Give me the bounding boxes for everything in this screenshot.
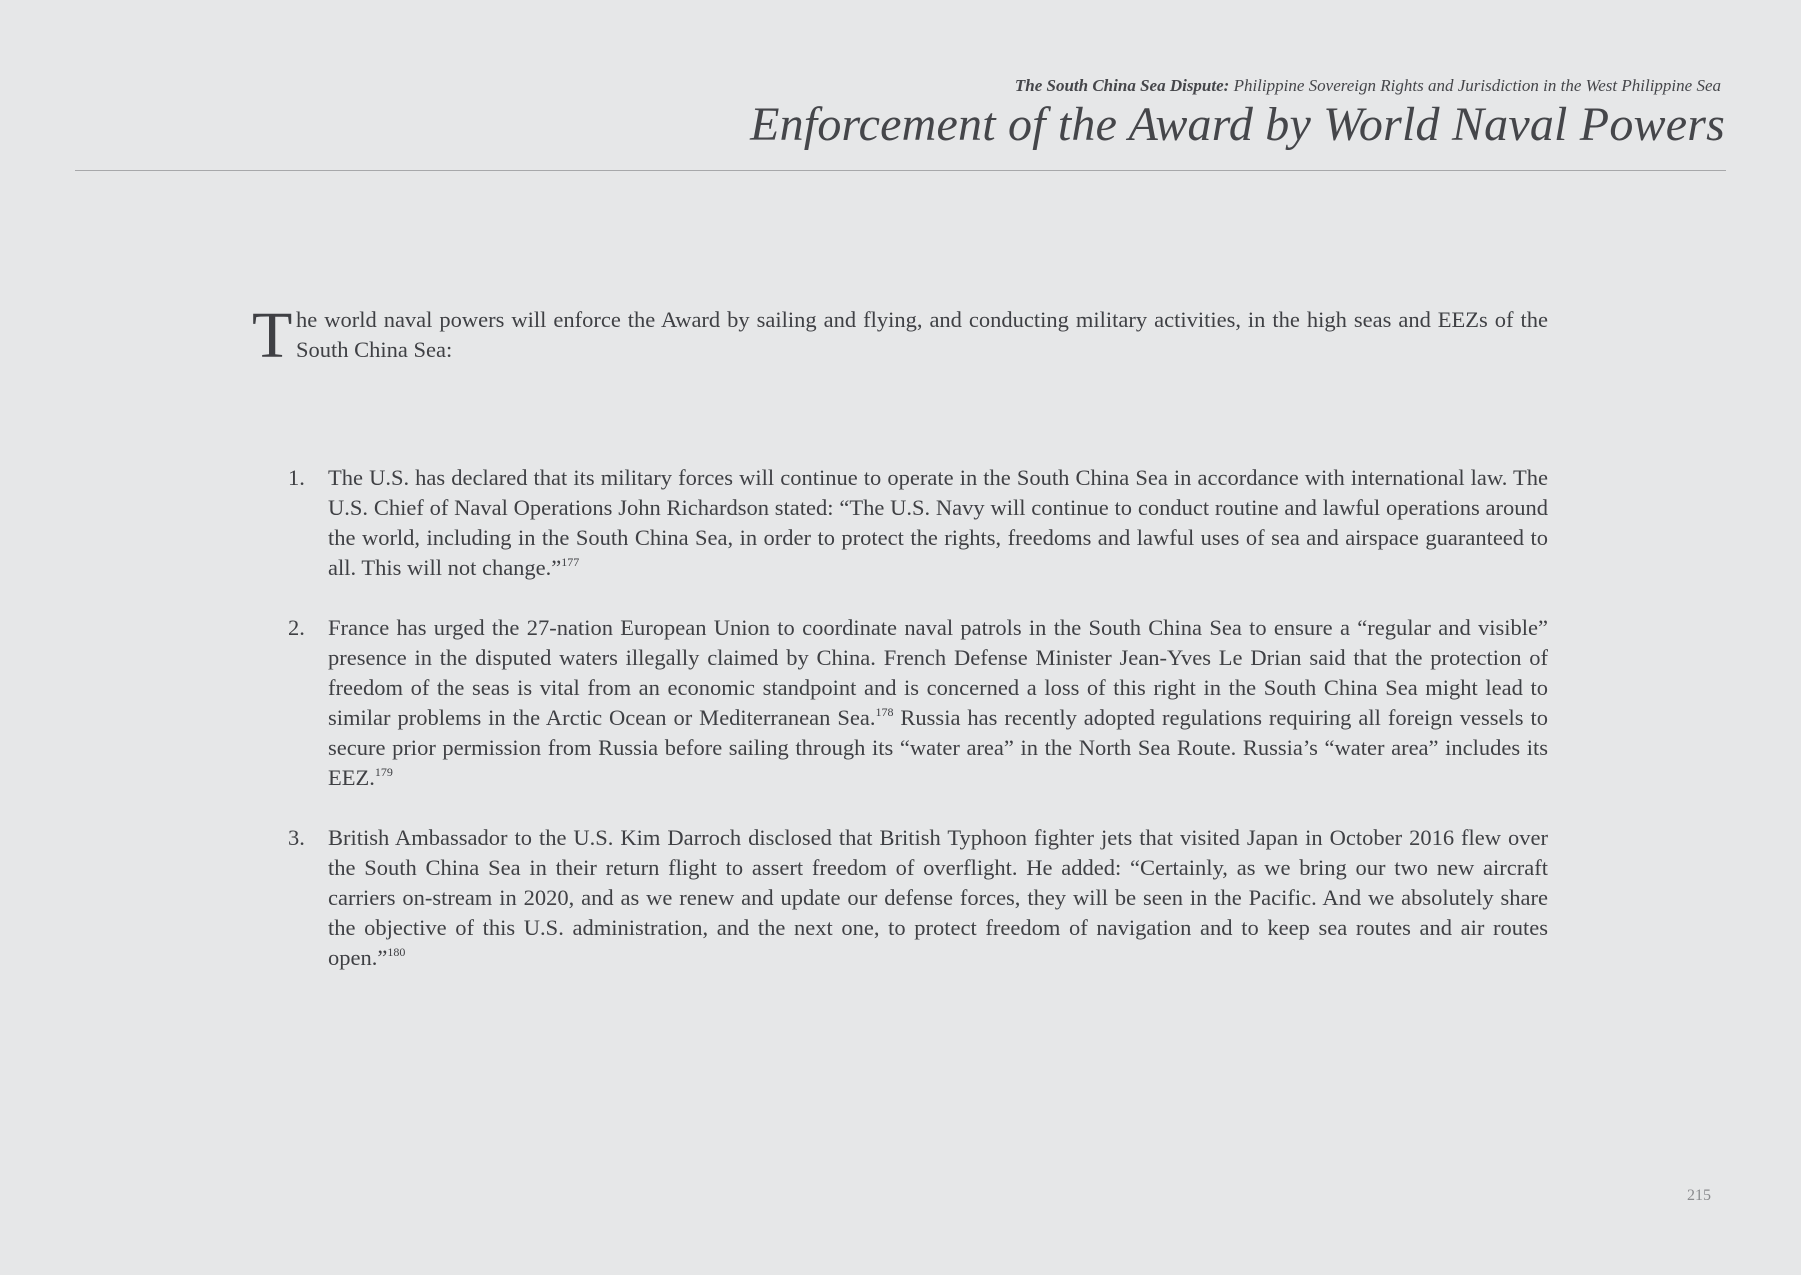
intro-paragraph [250,299,1548,372]
page-number: 215 [1687,1187,1711,1204]
list-item-number: 2. [288,615,305,640]
numbered-list [250,463,1548,973]
list-item [250,823,1548,973]
running-header [75,76,1721,96]
list-item [250,613,1548,793]
list-item-text: France has urged the 27-nation European Union to coordinate naval patrols in the South China Sea to ensure a “regular and visible” presence in the disputed waters illegally claimed by China. French Defense Minister Jean-Yves Le Drian said that the protection of freedom of the seas is vital from an economic standpoint and is concerned a loss of this right in the South China Sea might lead to similar problems in the Arctic Ocean or Mediterranean Sea. [328,615,1548,730]
running-header-bold: The South China Sea Dispute: [1014,76,1230,95]
list-item-number: 3. [288,825,305,850]
intro-text: he world naval powers will enforce the Award by sailing and flying, and conducting military activities, in the high seas and EEZs of the South China Sea: [296,307,1548,362]
list-item-number: 1. [288,465,305,490]
list-item [250,463,1548,583]
running-header-subtitle: Philippine Sovereign Rights and Jurisdiction in the West Philippine Sea [1229,76,1721,95]
drop-cap: T [252,299,293,372]
list-item-text: The U.S. has declared that its military forces will continue to operate in the South China Sea in accordance with international law. The U.S. Chief of Naval Operations John Richardson stated: “The U.S. Navy will continue to conduct routine and lawful operations around the world, including in the South China Sea, in order to protect the rights, freedoms and lawful uses of sea and airspace guaranteed to all. This will not change.” [328,465,1548,580]
page-title: Enforcement of the Award by World Naval Powers [750,98,1725,151]
main-content [250,299,1548,1003]
footnote-ref: 179 [374,765,393,779]
footnote-ref: 180 [387,945,406,959]
footnote-ref: 178 [875,705,894,719]
page-header [75,76,1725,152]
list-item-text: British Ambassador to the U.S. Kim Darroch disclosed that British Typhoon fighter jets that visited Japan in October 2016 flew over the South China Sea in their return flight to assert freedom of overflight. He added: “Certainly, as we bring our two new aircraft carriers on-stream in 2020, and as we renew and update our defense forces, they will be seen in the Pacific. And we absolutely share the objective of this U.S. administration, and the next one, to protect freedom of navigation and to keep sea routes and air routes open.” [328,825,1548,970]
list-item-text: Russia has recently adopted regulations requiring all foreign vessels to secure prior permission from Russia before sailing through its “water area” in the North Sea Route. Russia’s “water area” includes its EEZ. [328,705,1548,790]
footnote-ref: 177 [561,555,580,569]
header-divider [75,170,1726,171]
